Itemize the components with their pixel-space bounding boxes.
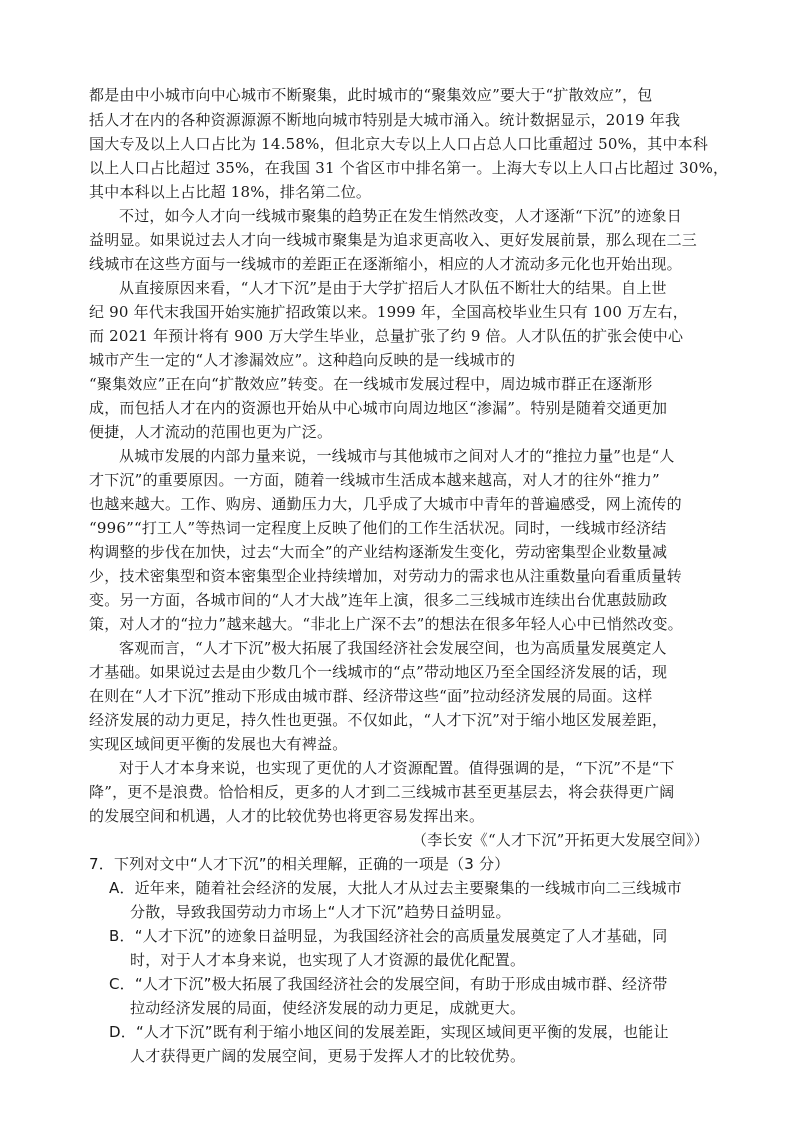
passage-line: 对于人才本身来说，也实现了更优的人才资源配置。值得强调的是，“下沉”不是“下 [119,759,675,777]
passage-line: 从直接原因来看，“人才下沉”是由于大学扩招后人才队伍不断壮大的结果。自上世 [119,279,667,297]
option-c: C．“人才下沉”极大拓展了我国经济社会的发展空间，有助于形成由城市群、经济带 [109,975,668,993]
passage-line: 成，而包括人才在内的资源也开始从中心城市向周边地区“渗漏”。特别是随着交通更加 [89,399,668,417]
passage-line: 便捷，人才流动的范围也更为广泛。 [89,423,333,441]
passage-line: “聚集效应”正在向“扩散效应”转变。在一线城市发展过程中，周边城市群正在逐渐形 [89,375,653,393]
passage-line: 客观而言，“人才下沉”极大拓展了我国经济社会发展空间，也为高质量发展奠定人 [119,639,667,657]
passage-line: 而 2021 年预计将有 900 万大学生毕业，总量扩张了约 9 倍。人才队伍的扩张会使中心 [89,327,684,345]
passage-line: 变。另一方面，各城市间的“人才大战”连年上演，很多二三线城市连续出台优惠鼓励政 [89,591,668,609]
passage-line: 降”，更不是浪费。恰恰相反，更多的人才到二三线城市甚至更基层去，将会获得更广阔 [89,783,675,801]
passage-line: 不过，如今人才向一线城市聚集的趋势正在发生悄然改变，人才逐渐“下沉”的迹象日 [119,207,682,225]
passage-line: 其中本科以上占比超 18%，排名第二位。 [89,183,372,201]
passage-line: 国大专及以上人口占比为 14.58%，但北京大专以上人口占总人口比重超过 50%，其中本科 [89,135,709,153]
passage-line: 也越来越大。工作、购房、通勤压力大，几乎成了大城市中青年的普遍感受，网上流传的 [89,495,682,513]
passage-line: 括人才在内的各种资源源源不断地向城市特别是大城市涌入。统计数据显示，2019 年我 [89,111,681,129]
passage-line: 城市产生一定的“人才渗漏效应”。这种趋向反映的是一线城市的 [89,351,516,369]
passage-line: 在则在“人才下沉”推动下形成由城市群、经济带这些“面”拉动经济发展的局面。这样 [89,687,653,705]
passage-line: 益明显。如果说过去人才向一线城市聚集是为追求更高收入、更好发展前景，那么现在二三 [89,231,698,249]
passage-line: 纪 90 年代末我国开始实施扩招政策以来。1999 年，全国高校毕业生只有 100 万左右， [89,303,688,321]
passage-line: 的发展空间和机遇，人才的比较优势也将更容易发挥出来。 [89,807,485,825]
passage-line: 线城市在这些方面与一线城市的差距正在逐渐缩小，相应的人才流动多元化也开始出现。 [89,255,682,273]
passage-line: 以上人口占比超过 35%，在我国 31 个省区市中排名第一。上海大专以上人口占比超过 30%， [89,159,729,177]
passage-line: 从城市发展的内部力量来说，一线城市与其他城市之间对人才的“推拉力量”也是“人 [119,447,675,465]
option-b: B．“人才下沉”的迹象日益明显，为我国经济社会的高质量发展奠定了人才基础，同 [109,927,668,945]
passage-source: （李长安《“人才下沉”开拓更大发展空间》） [412,831,710,849]
passage-line: 构调整的步伐在加快，过去“大而全”的产业结构逐渐发生变化，劳动密集型企业数量减 [89,543,668,561]
passage-line: 都是由中小城市向中心城市不断聚集，此时城市的“聚集效应”要大于“扩散效应”，包 [89,86,653,104]
passage-line: 经济发展的动力更足，持久性也更强。不仅如此，“人才下沉”对于缩小地区发展差距， [89,711,668,729]
passage-line: 策，对人才的“拉力”越来越大。“非北上广深不去”的想法在很多年轻人心中已悄然改变。 [89,615,683,633]
option-d-continuation: 人才获得更广阔的发展空间，更易于发挥人才的比较优势。 [130,1047,526,1065]
option-c-continuation: 拉动经济发展的局面，使经济发展的动力更足，成就更大。 [130,999,526,1017]
question-stem: 7．下列对文中“人才下沉”的相关理解，正确的一项是（3 分） [89,855,510,873]
option-a-continuation: 分散，导致我国劳动力市场上“人才下沉”趋势日益明显。 [130,903,511,921]
passage-line: “996”“打工人”等热词一定程度上反映了他们的工作生活状况。同时，一线城市经济结 [89,519,667,537]
option-b-continuation: 时，对于人才本身来说，也实现了人才资源的最优化配置。 [130,951,526,969]
option-d: D．“人才下沉”既有利于缩小地区间的发展差距，实现区域间更平衡的发展，也能让 [109,1023,669,1041]
passage-line: 才基础。如果说过去是由少数几个一线城市的“点”带动地区乃至全国经济发展的话，现 [89,663,668,681]
passage-line: 实现区域间更平衡的发展也大有裨益。 [89,735,348,753]
passage-line: 才下沉”的重要原因。一方面，随着一线城市生活成本越来越高，对人才的往外“推力” [89,471,660,489]
option-a: A．近年来，随着社会经济的发展，大批人才从过去主要聚集的一线城市向二三线城市 [109,879,682,897]
passage-line: 少，技术密集型和资本密集型企业持续增加，对劳动力的需求也从注重数量向看重质量转 [89,567,682,585]
